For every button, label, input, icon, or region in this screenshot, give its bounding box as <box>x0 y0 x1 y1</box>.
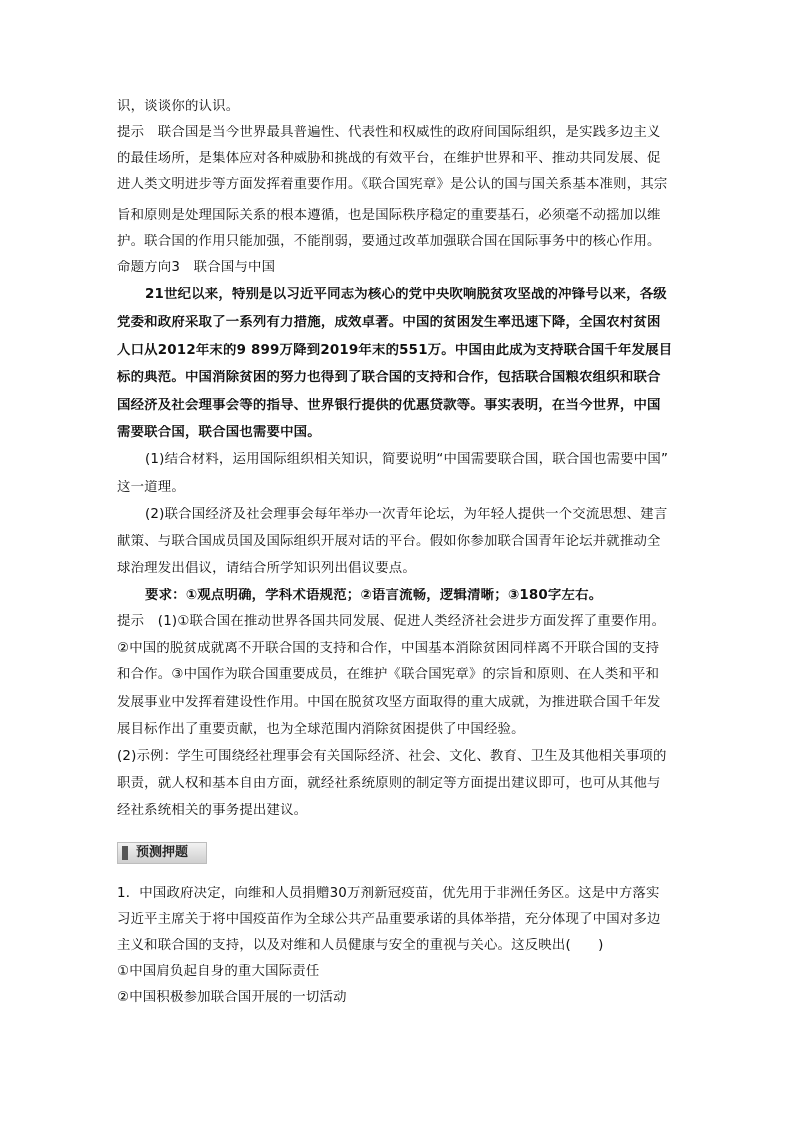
answer-line: 职责，就人权和基本自由方面，就经社系统原则的制定等方面提出建议即可，也可从其他与 <box>117 776 661 791</box>
option-line: ①中国肩负起自身的重大国际责任 <box>117 964 320 979</box>
text-line: 需要联合国，联合国也需要中国。 <box>117 425 321 440</box>
text-line: 提示 联合国是当今世界最具普遍性、代表性和权威性的政府间国际组织，是实践多边主义 <box>117 125 661 140</box>
requirement-line: 要求：①观点明确，学科术语规范；②语言流畅，逻辑清晰；③180字左右。 <box>145 588 603 603</box>
text-line: 进人类文明进步等方面发挥着重要作用。《联合国宪章》是公认的国与国关系基本准则，其宗 <box>117 177 668 192</box>
text-line: 护。联合国的作用只能加强，不能削弱，要通过改革加强联合国在国际事务中的核心作用。 <box>117 234 661 249</box>
text-line: 标的典范。中国消除贫困的努力也得到了联合国的支持和合作，包括联合国粮农组织和联合 <box>117 370 661 385</box>
answer-line: 发展事业中发挥着建设性作用。中国在脱贫攻坚方面取得的重大成就，为推进联合国千年发 <box>117 695 661 710</box>
question-line: (1)结合材料，运用国际组织相关知识，简要说明“中国需要联合国，联合国也需要中国” <box>145 452 669 467</box>
text-line: 党委和政府采取了一系列有力措施，成效卓著。中国的贫困发生率迅速下降，全国农村贫困 <box>117 315 661 330</box>
question-line: 球治理发出倡议，请结合所学知识列出倡议要点。 <box>117 561 416 576</box>
answer-line: 提示 (1)①联合国在推动世界各国共同发展、促进人类经济社会进步方面发挥了重要作用。 <box>117 614 666 629</box>
answer-line: 展目标作出了重要贡献，也为全球范围内消除贫困提供了中国经验。 <box>117 722 525 737</box>
question-line: 这一道理。 <box>117 480 185 495</box>
text-line: 21世纪以来，特别是以习近平同志为核心的党中央吹响脱贫攻坚战的冲锋号以来，各级 <box>145 287 667 302</box>
text-line: 识，谈谈你的认识。 <box>117 99 240 114</box>
section-heading: 命题方向3 联合国与中国 <box>117 260 276 275</box>
question-line: 主义和联合国的支持，以及对维和人员健康与安全的重视与关心。这反映出( ) <box>117 938 604 953</box>
question-line: 献策、与联合国成员国及国际组织开展对话的平台。假如你参加联合国青年论坛并就推动全 <box>117 534 661 549</box>
section-tag-label: 预测押题 <box>136 845 189 860</box>
question-line: 习近平主席关于将中国疫苗作为全球公共产品重要承诺的具体举措，充分体现了中国对多边 <box>117 912 661 927</box>
section-tag <box>117 842 207 864</box>
text-line: 的最佳场所，是集体应对各种威胁和挑战的有效平台，在维护世界和平、推动共同发展、促 <box>117 151 661 166</box>
question-line: 1．中国政府决定，向维和人员捐赠30万剂新冠疫苗，优先用于非洲任务区。这是中方落实 <box>117 886 660 901</box>
answer-line: 经社系统相关的事务提出建议。 <box>117 803 308 818</box>
text-line: 国经济及社会理事会等的指导、世界银行提供的优惠贷款等。事实表明，在当今世界，中国 <box>117 398 661 413</box>
question-line: (2)联合国经济及社会理事会每年举办一次青年论坛，为年轻人提供一个交流思想、建言 <box>145 507 668 522</box>
option-line: ②中国积极参加联合国开展的一切活动 <box>117 990 347 1005</box>
answer-line: (2)示例：学生可围绕经社理事会有关国际经济、社会、文化、教育、卫生及其他相关事项的 <box>117 749 667 764</box>
answer-line: 和合作。③中国作为联合国重要成员，在维护《联合国宪章》的宗旨和原则、在人类和平和 <box>117 667 660 682</box>
answer-line: ②中国的脱贫成就离不开联合国的支持和合作，中国基本消除贫困同样离不开联合国的支持 <box>117 641 660 656</box>
text-line: 人口从2012年末的9 899万降到2019年末的551万。中国由此成为支持联合国千年发展目 <box>117 343 673 358</box>
tag-marker <box>122 846 128 860</box>
text-line: 旨和原则是处理国际关系的根本遵循，也是国际秩序稳定的重要基石，必须毫不动摇加以维 <box>117 208 661 223</box>
